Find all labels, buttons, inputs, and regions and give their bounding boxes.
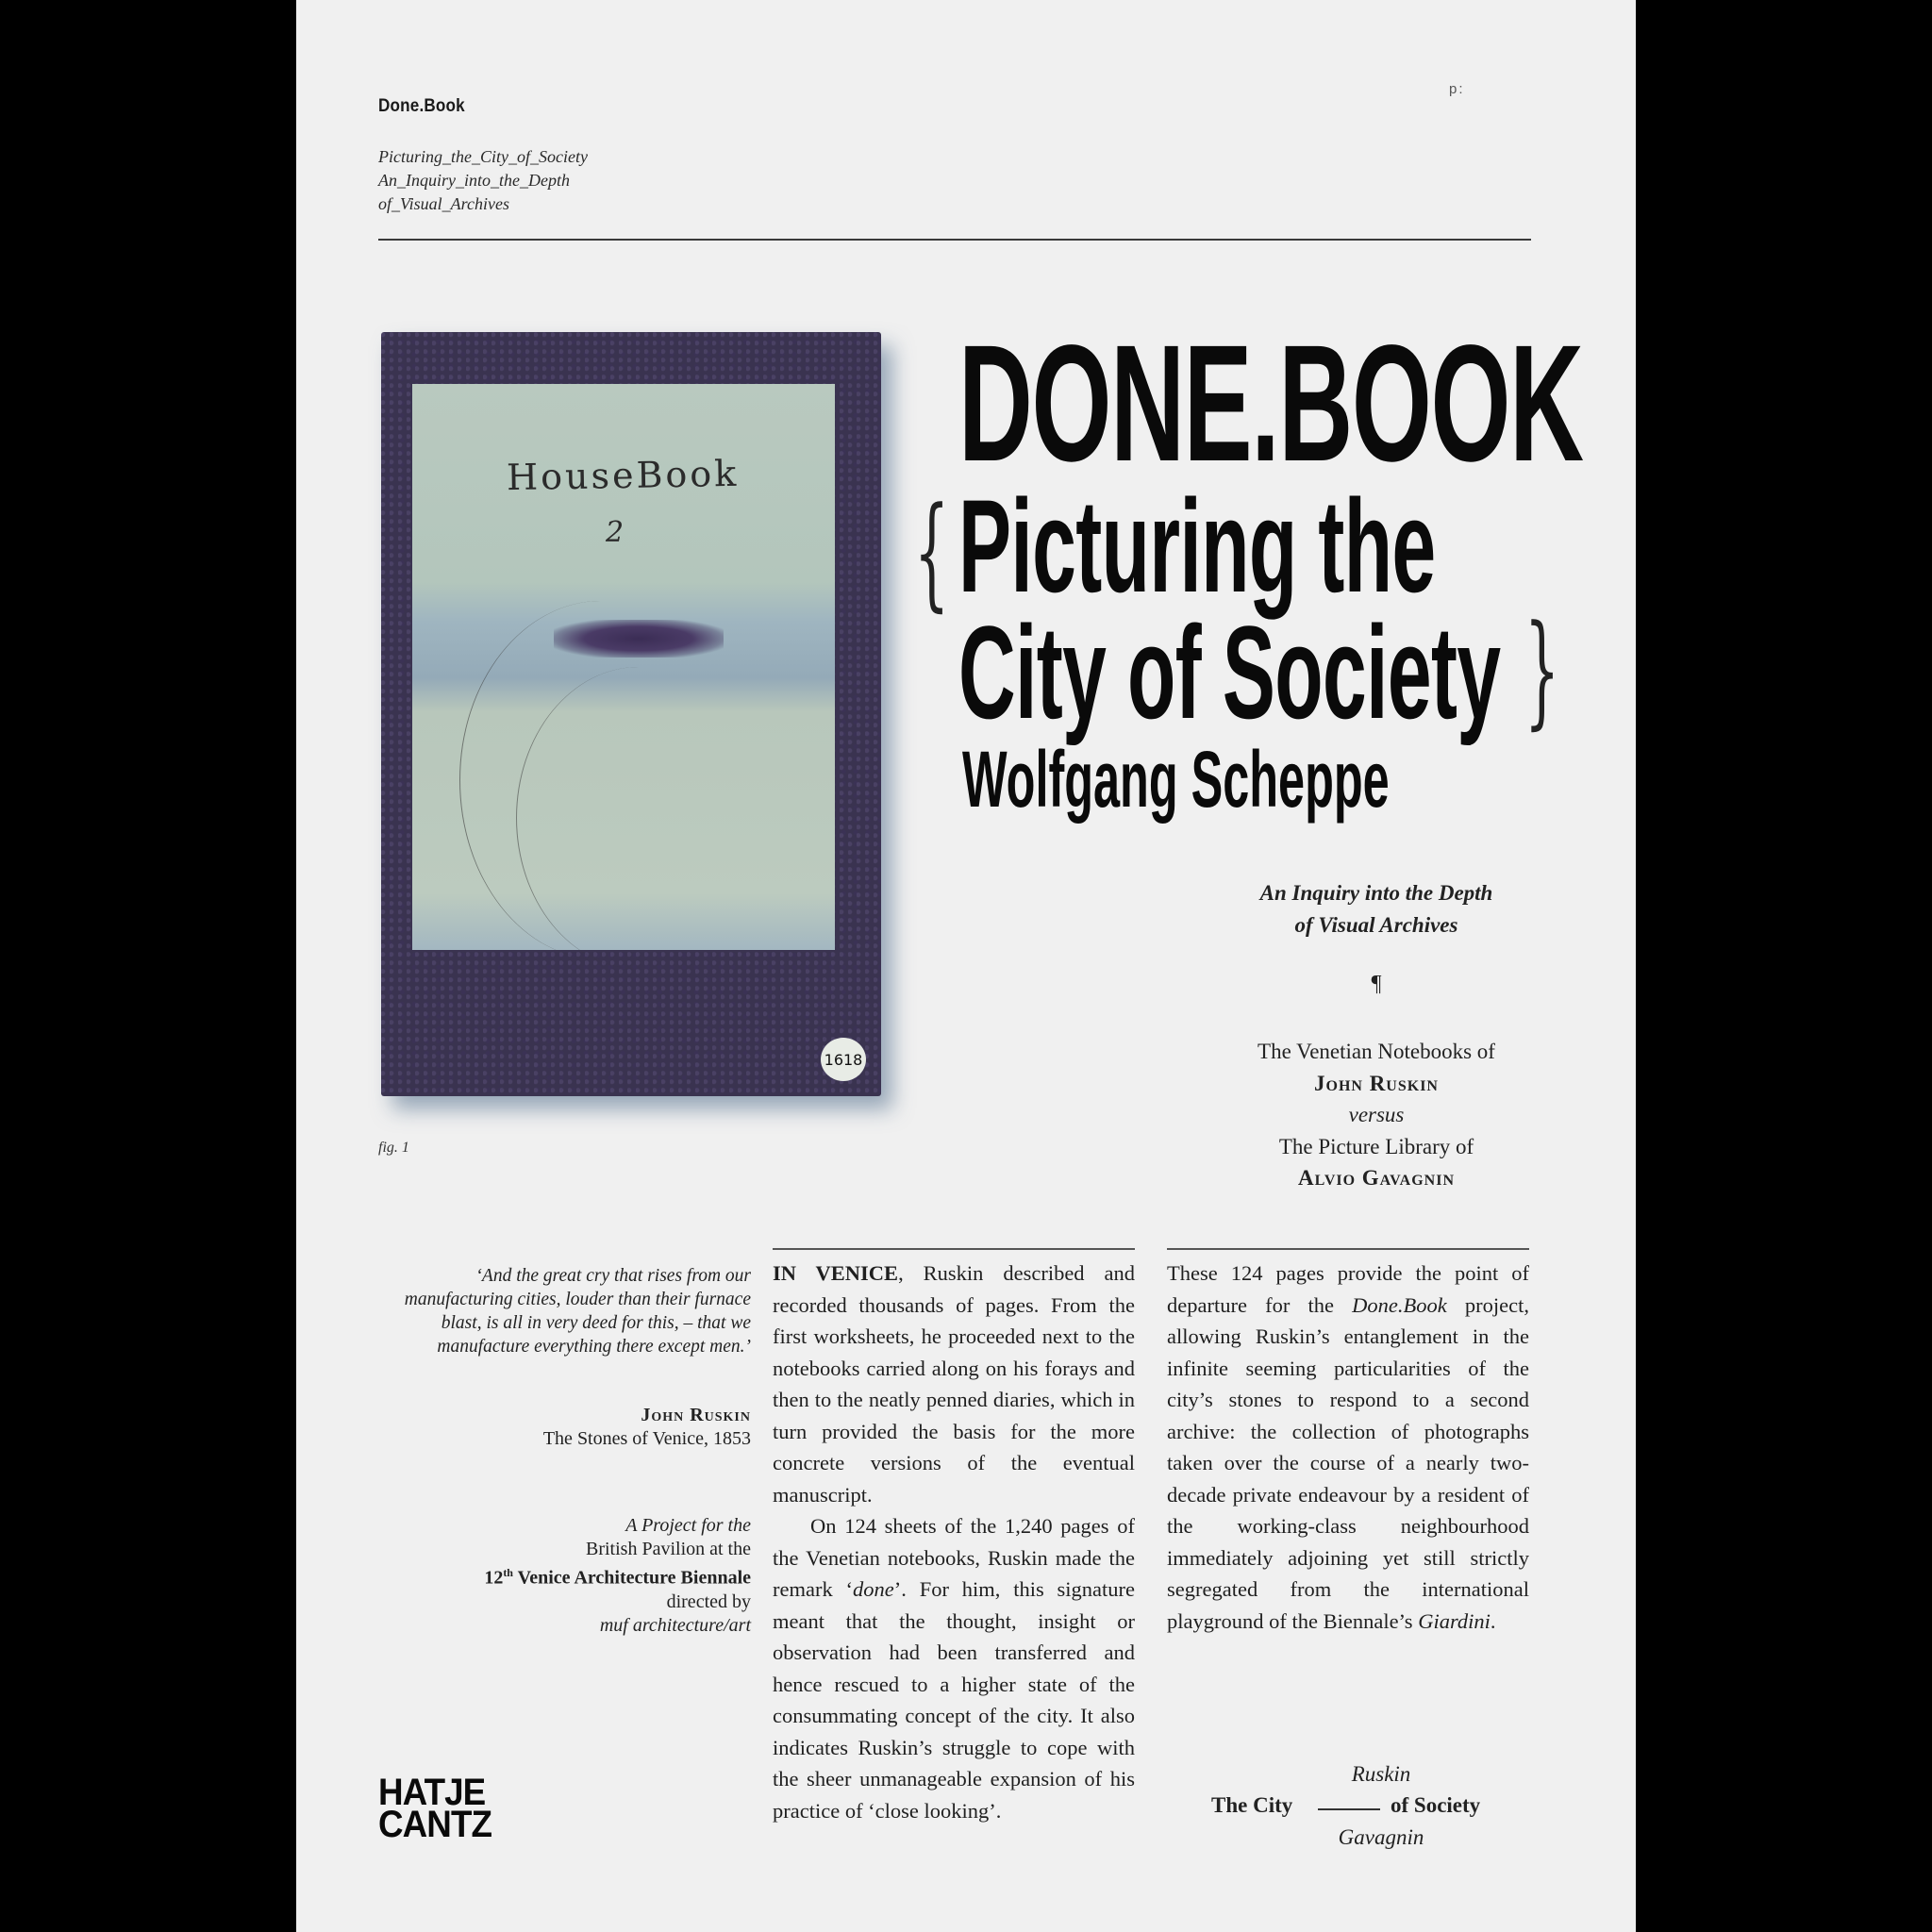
subtitle-line: Picturing the [958, 472, 1436, 620]
book-cover-page [296, 0, 1636, 1932]
notebook-label-paper [412, 384, 835, 950]
archives-line: The Picture Library of [1278, 1134, 1474, 1158]
paragraph-text: , Ruskin described and recorded thousands of pages. From the first worksheets, he proceeded next to the notebooks carried along on his forays and then to the neatly penned diaries, which in turn provided the basis for the more concrete versions of the eventual manuscript. [773, 1261, 1135, 1507]
diagram-right-label: of Society [1391, 1793, 1481, 1817]
versus-label: versus [1348, 1103, 1405, 1126]
project-line: British Pavilion at the [586, 1539, 751, 1559]
publisher-line: HATJE [378, 1772, 486, 1813]
header-brand: Done.Book [378, 96, 465, 116]
subtitle [958, 472, 1501, 746]
body-column-2 [1167, 1257, 1529, 1637]
inquiry-line: An Inquiry into the Depth [1259, 881, 1493, 905]
pencil-arc [516, 667, 761, 969]
publisher-logo [378, 1772, 492, 1845]
catalog-number-badge: 1618 [821, 1038, 866, 1081]
header-subtitle-line: of_Visual_Archives [378, 194, 509, 213]
brace-close-icon: } [1524, 598, 1560, 741]
ruskin-quote: ‘And the great cry that rises from our manufacturing cities, louder than their furnace blast, is all in very deed for this, – that we manufacture everything there except men.’ [404, 1266, 751, 1357]
inquiry-line: of Visual Archives [1294, 913, 1458, 937]
emphasis: done [853, 1577, 894, 1601]
biennale-name: Venice Architecture Biennale [512, 1567, 751, 1589]
emphasis: Done.Book [1352, 1292, 1447, 1317]
project-line: A Project for the [625, 1515, 751, 1536]
column-divider [1167, 1248, 1529, 1250]
quote-attribution [400, 1404, 751, 1451]
project-director: muf architecture/art [599, 1614, 751, 1636]
gavagnin-name: Alvio Gavagnin [1298, 1166, 1455, 1190]
publisher-line: CANTZ [378, 1804, 492, 1845]
column-divider [773, 1248, 1135, 1250]
handwritten-title: HouseBook [506, 452, 740, 499]
inquiry-subtitle [1183, 877, 1570, 941]
diagram-bottom-label: Gavagnin [1338, 1825, 1424, 1849]
brace-open-icon: { [914, 480, 950, 624]
paragraph-text: . [1490, 1608, 1496, 1633]
header-subtitle-line: Picturing_the_City_of_Society [378, 147, 588, 166]
header-subtitle [378, 145, 588, 216]
diagram-top-label: Ruskin [1351, 1762, 1411, 1786]
body-paragraph [773, 1257, 1135, 1510]
header-divider [378, 239, 1531, 241]
ruskin-name: John Ruskin [1314, 1071, 1439, 1095]
main-title: DONE.BOOK [958, 311, 1583, 496]
city-diagram [1202, 1762, 1560, 1857]
body-column-1 [773, 1257, 1135, 1826]
diagram-left-label: The City [1211, 1793, 1293, 1817]
notebook-cover-image [381, 332, 881, 1096]
archives-line: The Venetian Notebooks of [1257, 1040, 1495, 1063]
body-paragraph [773, 1510, 1135, 1826]
lead-in: IN VENICE [773, 1261, 899, 1285]
paragraph-text: ’. For him, this signature meant that the thought, insight or observation had been transferred and hence rescued to a higher state of the consummating concept of the city. It also indicates Ruskin’s struggle to cope with the sheer unmanageable expansion of his practice of ‘close looking’. [773, 1577, 1135, 1823]
body-paragraph [1167, 1257, 1529, 1637]
paragraph-text: project, allowing Ruskin’s entanglement in the infinite seeming particularities of the city’s stones to respond to a second archive: the collection of photographs taken over the course of a nearly two-decade private endeavour by a resident of the working-class neighbourhood immediately adjoining yet still strictly segregated from the international playground of the Biennale’s [1167, 1292, 1530, 1633]
quote-source: The Stones of Venice, 1853 [542, 1428, 751, 1449]
emphasis: Giardini [1418, 1608, 1491, 1633]
archives-description [1183, 1036, 1570, 1194]
paragraph-text: These 124 pages provide the point of departure for the [1167, 1261, 1529, 1317]
author-name: Wolfgang Scheppe [962, 735, 1390, 824]
ordinal-number: 12 [484, 1567, 504, 1589]
figure-caption: fig. 1 [378, 1140, 409, 1156]
diagram-connector-line [1318, 1808, 1380, 1810]
header-subtitle-line: An_Inquiry_into_the_Depth [378, 171, 570, 190]
biennale-line [400, 1561, 751, 1591]
paragraph-text: On 124 sheets of the 1,240 pages of the Venetian notebooks, Ruskin made the remark ‘ [773, 1514, 1135, 1601]
ordinal-suffix: th [503, 1566, 513, 1579]
subtitle-line: City of Society [958, 598, 1501, 746]
pilcrow-icon: ¶ [1371, 972, 1382, 996]
page-marker: p: [1449, 81, 1465, 97]
handwritten-number: 2 [606, 516, 625, 549]
quote-author: John Ruskin [641, 1405, 751, 1425]
project-info [400, 1514, 751, 1638]
project-line: directed by [666, 1591, 751, 1612]
